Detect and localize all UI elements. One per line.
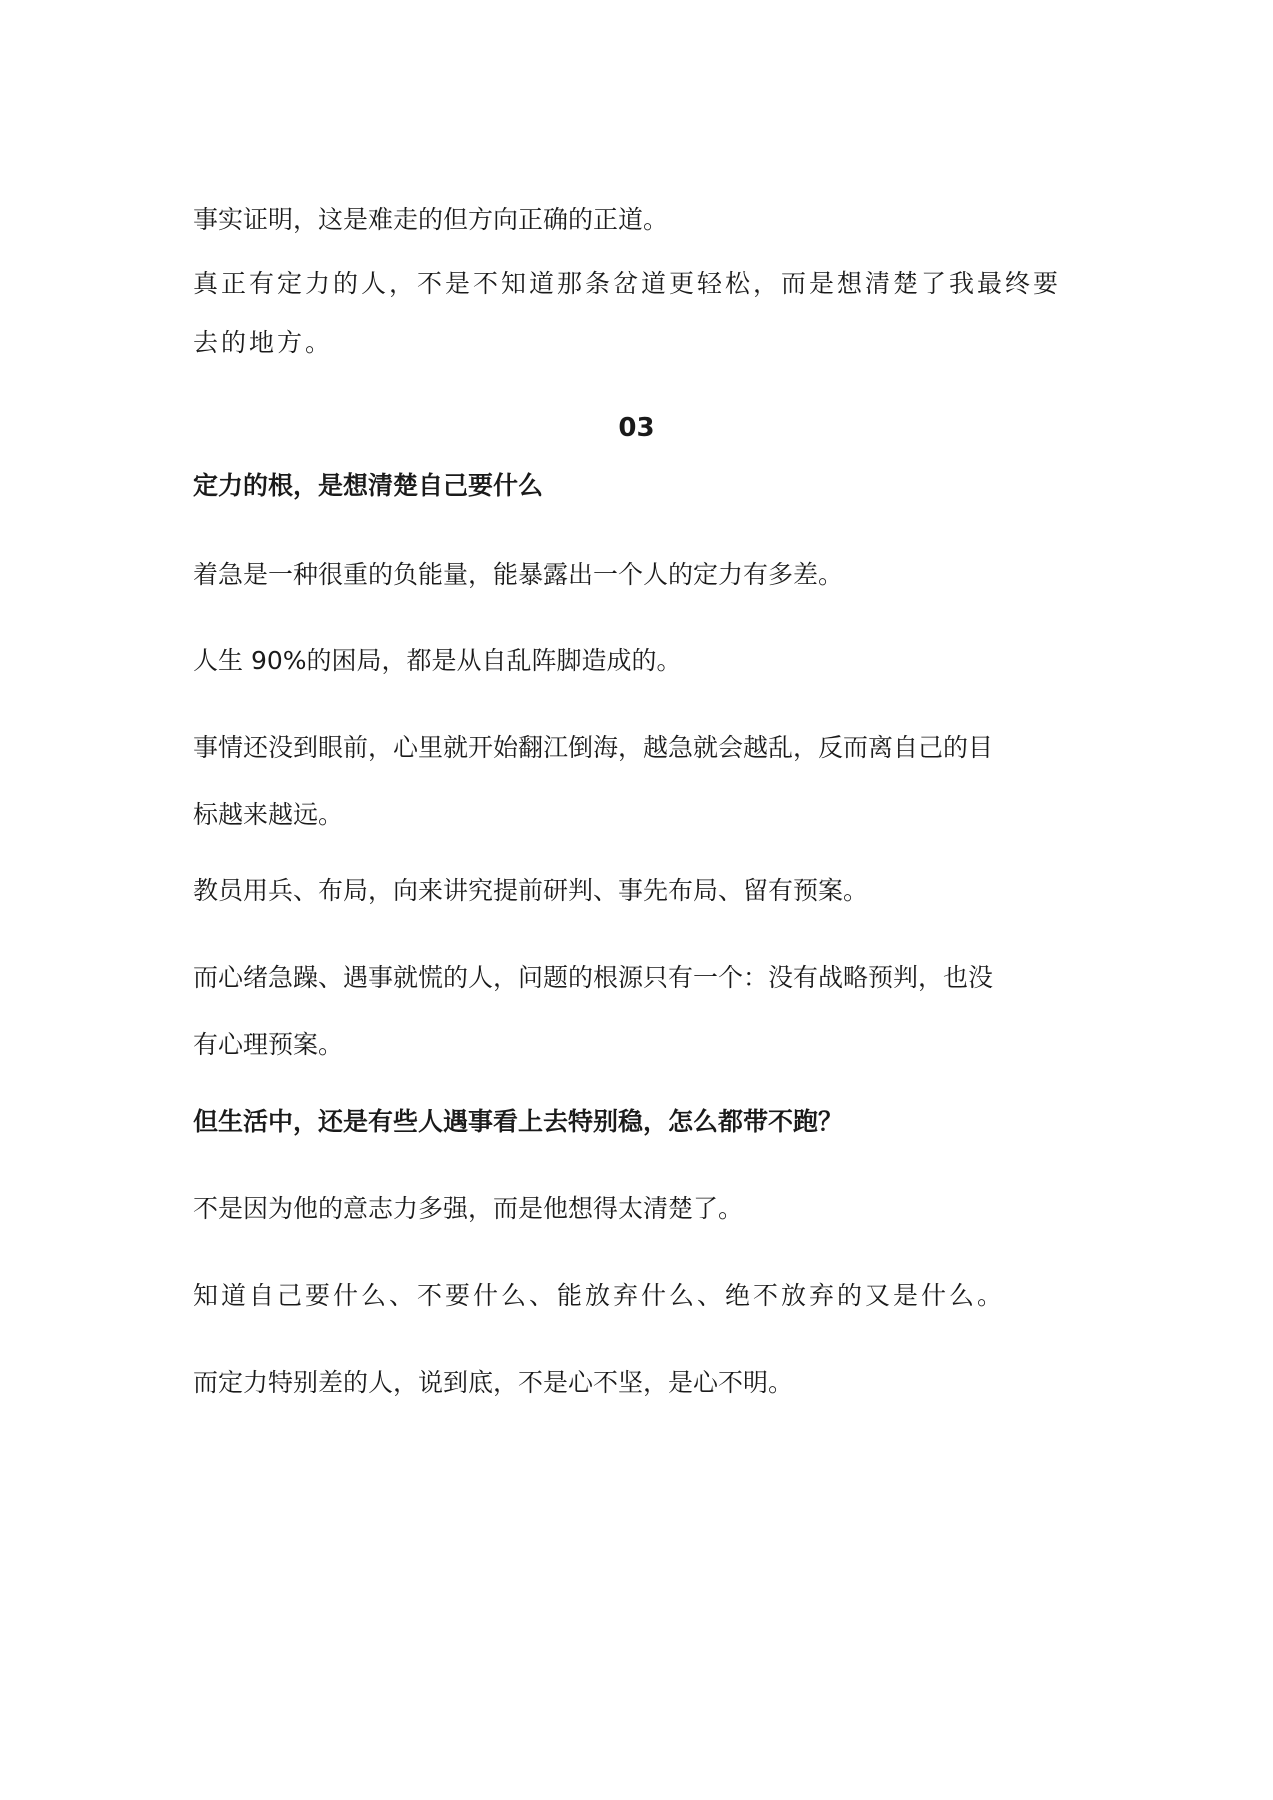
paragraph-line: 而心绪急躁、遇事就慌的人，问题的根源只有一个：没有战略预判，也没 (193, 963, 994, 992)
paragraph-conclusion: 而定力特别差的人，说到底，不是心不坚，是心不明。 (193, 1368, 794, 1397)
paragraph-anxiety: 着急是一种很重的负能量，能暴露出一个人的定力有多差。 (193, 560, 844, 589)
paragraph-strategy: 教员用兵、布局，向来讲究提前研判、事先布局、留有预案。 (193, 876, 869, 905)
paragraph-willpower: 不是因为他的意志力多强，而是他想得太清楚了。 (193, 1194, 744, 1223)
bold-question: 但生活中，还是有些人遇事看上去特别稳，怎么都带不跑？ (193, 1107, 844, 1136)
paragraph-before-event (193, 714, 1093, 848)
paragraph-true-focus (193, 250, 1093, 376)
paragraph-proof: 事实证明，这是难走的但方向正确的正道。 (193, 205, 669, 234)
paragraph-line: 事情还没到眼前，心里就开始翻江倒海，越急就会越乱，反而离自己的目 (193, 733, 994, 762)
section-heading: 定力的根，是想清楚自己要什么 (193, 471, 544, 500)
paragraph-know-what: 知道自己要什么、不要什么、能放弃什么、绝不放弃的又是什么。 (193, 1281, 1006, 1310)
paragraph-line: 真正有定力的人，不是不知道那条岔道更轻松，而是想清楚了我最终要 (193, 269, 1062, 298)
paragraph-line: 标越来越远。 (193, 800, 344, 829)
paragraph-predicament: 人生 90%的困局，都是从自乱阵脚造成的。 (193, 646, 682, 675)
section-number: 03 (618, 413, 655, 443)
paragraph-line: 去的地方。 (193, 328, 334, 357)
paragraph-line: 有心理预案。 (193, 1030, 344, 1059)
paragraph-root-cause (193, 944, 1093, 1078)
